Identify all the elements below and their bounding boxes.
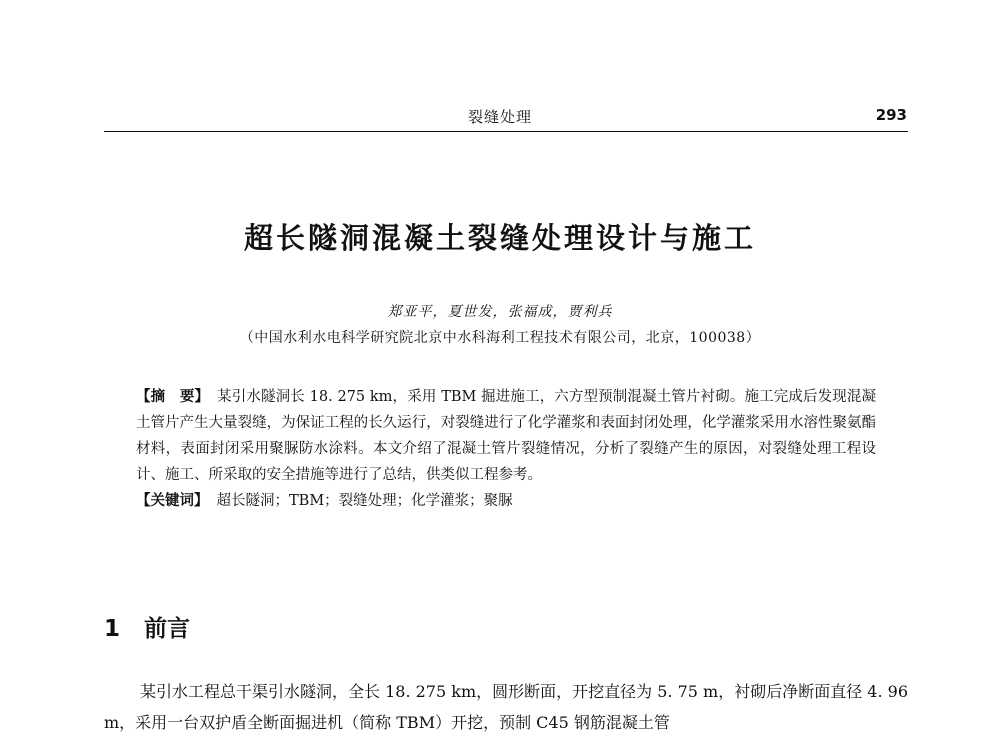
abstract-block bbox=[136, 384, 876, 514]
section-heading bbox=[104, 610, 190, 643]
abstract-paragraph bbox=[136, 384, 876, 488]
section-title: 前言 bbox=[144, 616, 190, 642]
keywords-text: 超长隧洞；TBM；裂缝处理；化学灌浆；聚脲 bbox=[216, 493, 513, 509]
paper-title: 超长隧洞混凝土裂缝处理设计与施工 bbox=[243, 221, 756, 255]
header-rule bbox=[104, 131, 908, 132]
body-paragraph: 某引水工程总干渠引水隧洞，全长 18. 275 km，圆形断面，开挖直径为 5. 75 m，衬砌后净断面直径 4. 96 m，采用一台双护盾全断面掘进机（简称 TBM）开挖，预制 C45 钢筋混凝土管 bbox=[104, 682, 908, 732]
author-list: 郑亚平，夏世发，张福成，贾利兵 bbox=[387, 304, 613, 320]
abstract-label: 【摘 要】 bbox=[136, 389, 210, 405]
running-title: 裂缝处理 bbox=[467, 108, 532, 126]
keywords-label: 【关键词】 bbox=[136, 493, 209, 509]
page-number: 293 bbox=[875, 106, 907, 124]
author-affiliation: （中国水利水电科学研究院北京中水科海利工程技术有限公司，北京，100038） bbox=[239, 330, 761, 346]
keywords-line bbox=[136, 488, 876, 514]
body-text bbox=[104, 676, 908, 738]
section-number: 1 bbox=[104, 616, 121, 642]
abstract-text: 某引水隧洞长 18. 275 km，采用 TBM 掘进施工，六方型预制混凝土管片衬砌。施工完成后发现混凝土管片产生大量裂缝，为保证工程的长久运行，对裂缝进行了化学灌浆和表面封闭处理，化学灌浆采用水溶性聚氨酯材料，表面封闭采用聚脲防水涂料。本文介绍了混凝土管片裂缝情况，分析了裂缝产生的原因，对裂缝处理工程设计、施工、所采取的安全措施等进行了总结，供类似工程参考。 bbox=[136, 389, 876, 483]
